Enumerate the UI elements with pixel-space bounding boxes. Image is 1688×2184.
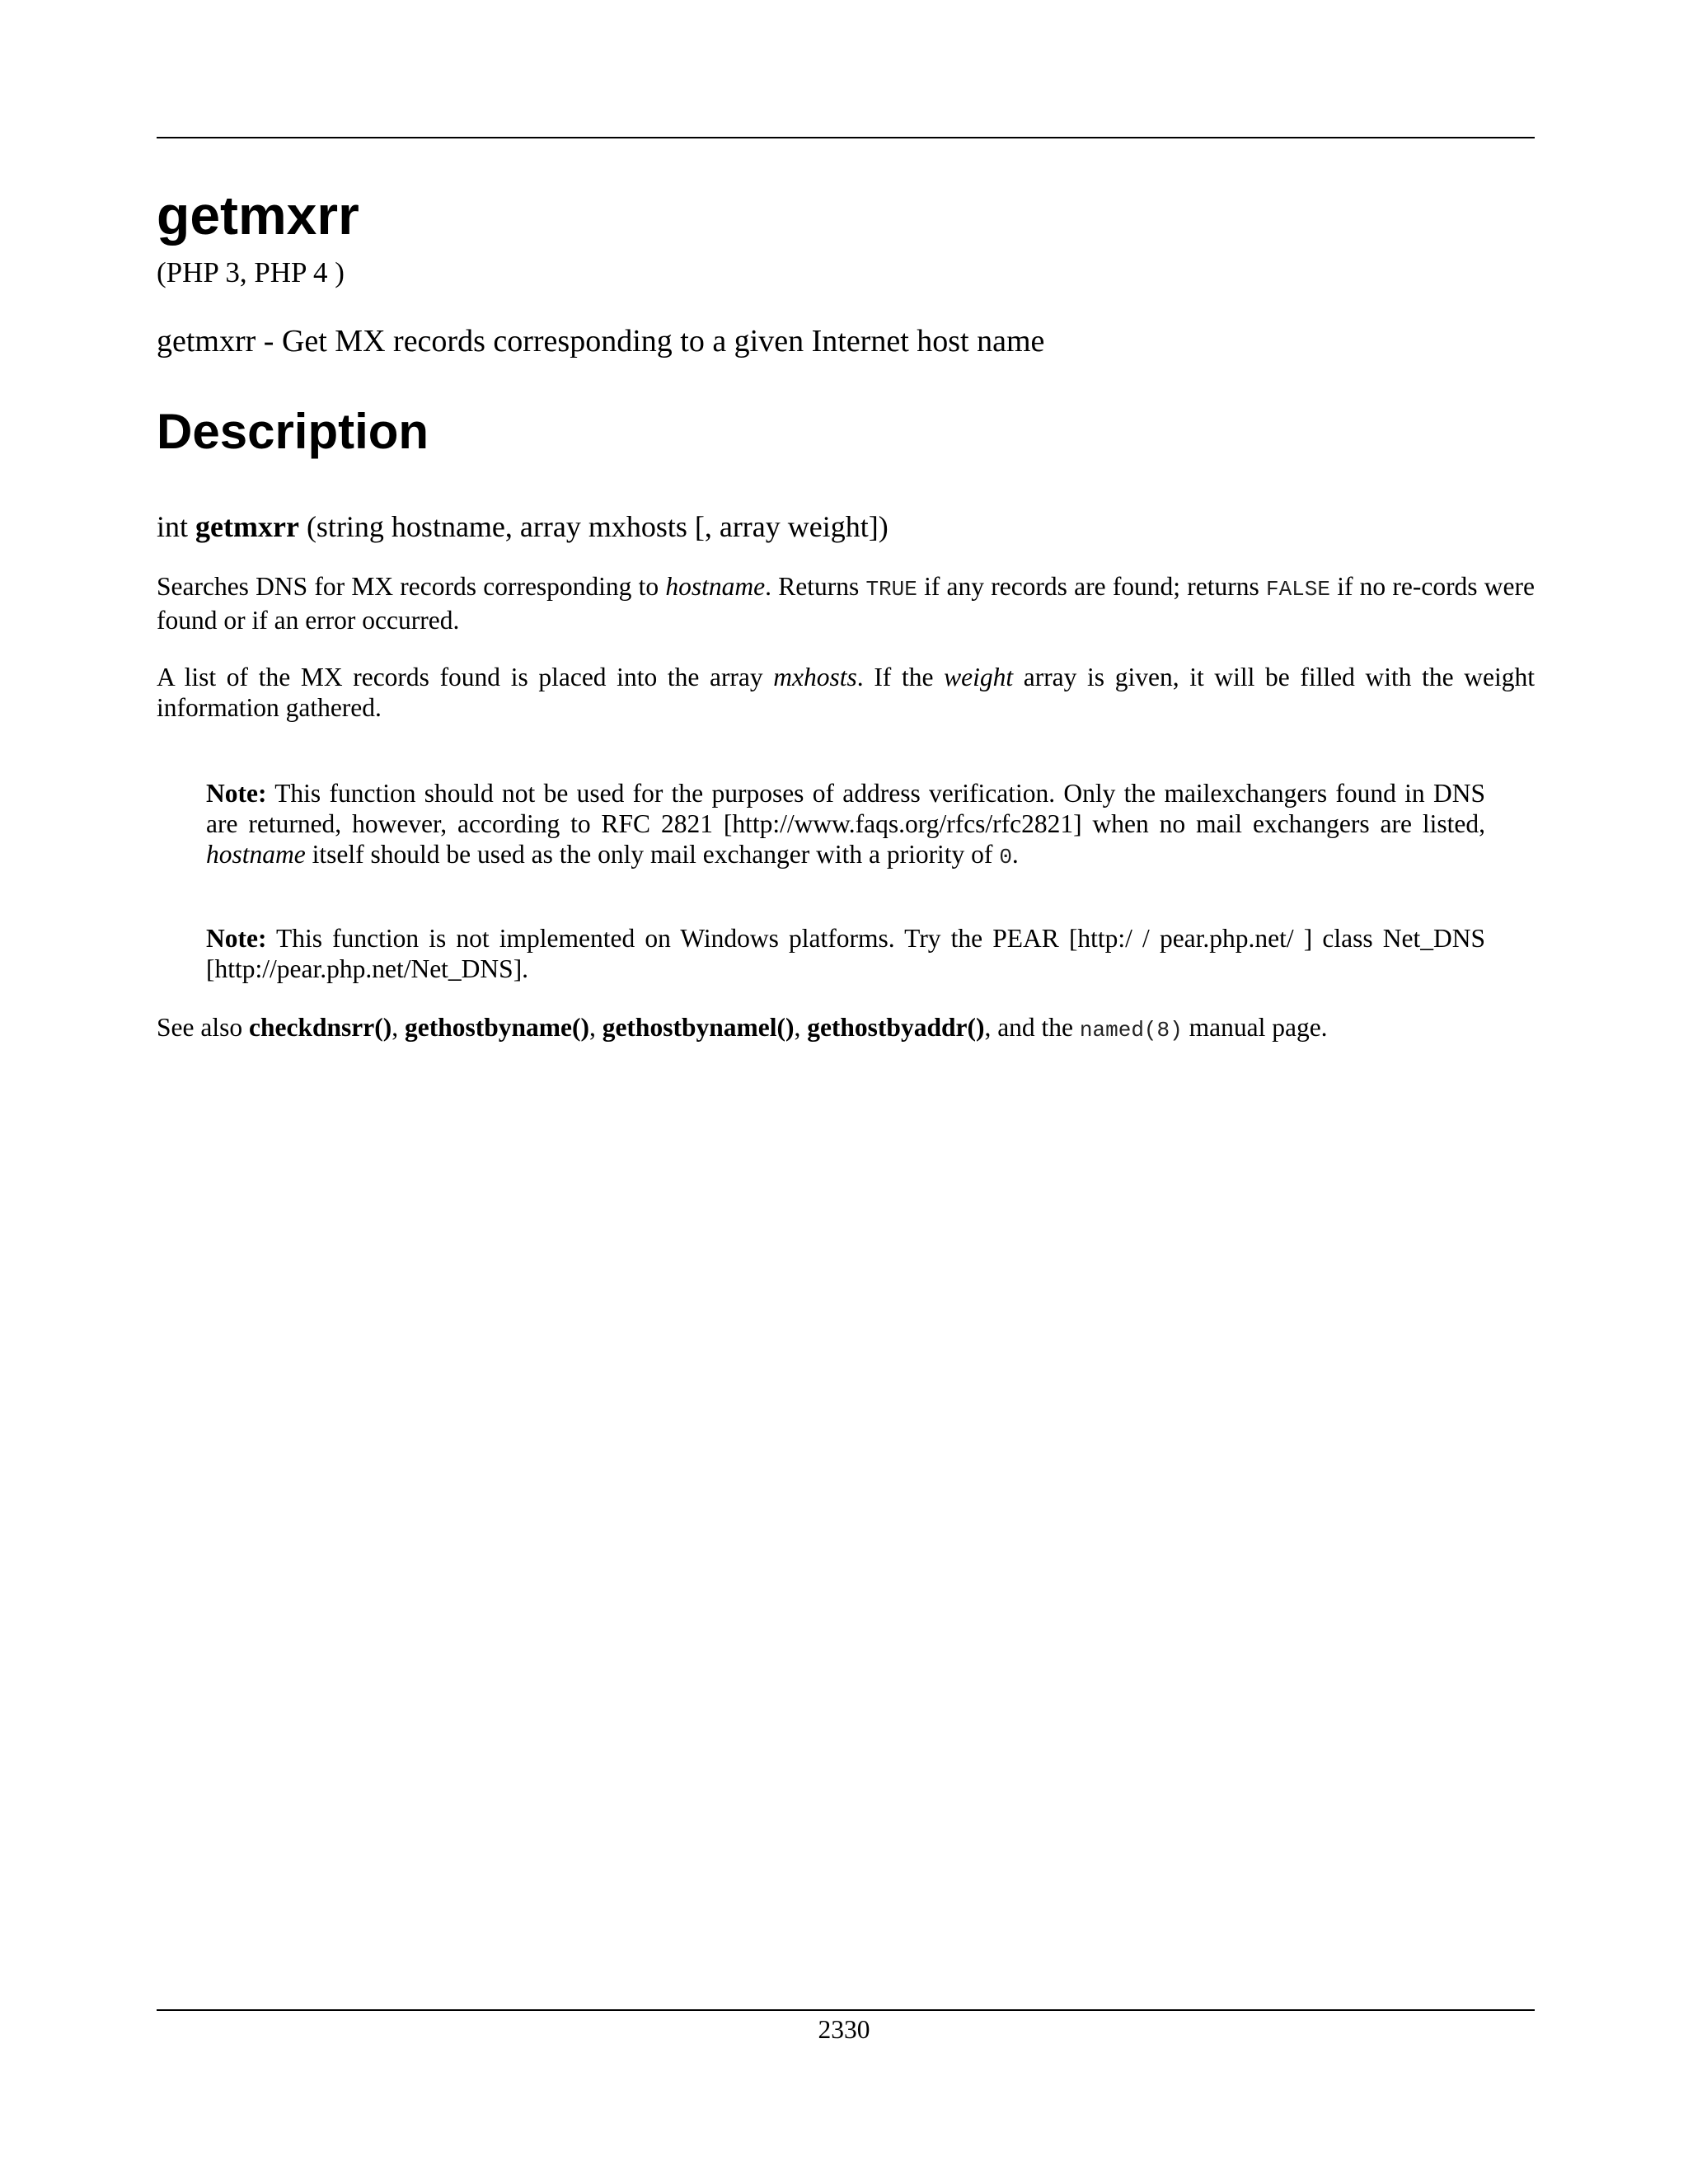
text-fragment: itself should be used as the only mail exchanger with a priority of [305,840,1000,869]
param-hostname: hostname [206,840,306,869]
ref-purpose: getmxrr - Get MX records corresponding to a given Internet host name [157,324,1045,359]
page-title: getmxrr [157,185,359,246]
text-fragment: . If the [856,663,945,691]
page-number: 2330 [818,2015,870,2044]
note-label: Note: [206,779,267,808]
note-label: Note: [206,924,267,953]
code-false: FALSE [1265,577,1330,602]
text-fragment: array is given, it will be filled with the weight information gathered. [157,663,1536,722]
text-fragment: , [794,1013,808,1042]
note-windows [206,923,1485,984]
text-fragment: This function is not implemented on Windows platforms. Try the PEAR [http:/ / pear.php.net/ ] class Net_DNS [http://pear.php.net/Net_DNS]. [206,924,1485,983]
text-fragment: , [392,1013,405,1042]
php-versions: (PHP 3, PHP 4 ) [157,256,345,288]
footer-rule [157,2009,1535,2011]
header-rule [157,137,1535,138]
function-synopsis [157,509,889,545]
function-params: (string hostname, array mxhosts [, array weight]) [306,510,889,543]
param-weight: weight [944,663,1014,691]
section-heading-description: Description [157,404,429,459]
see-also-paragraph [157,1012,1535,1046]
text-fragment: , [588,1013,603,1042]
text-fragment: Searches DNS for MX records corresponding to [157,572,666,601]
param-hostname: hostname [665,572,766,601]
text-fragment: See also [157,1013,249,1042]
link-gethostbyaddr[interactable]: gethostbyaddr() [807,1013,985,1042]
note-address-verification [206,778,1485,873]
description-paragraph-1 [157,571,1535,635]
function-name: getmxrr [195,510,299,543]
link-gethostbynamel[interactable]: gethostbynamel() [602,1013,795,1042]
text-fragment: . [1011,840,1019,869]
text-fragment: . Returns [765,572,866,601]
code-named: named(8) [1079,1018,1183,1043]
code-zero: 0 [999,845,1012,869]
code-true: TRUE [865,577,917,602]
text-fragment: if any records are found; returns [917,572,1266,601]
text-fragment: , and the [984,1013,1080,1042]
text-fragment: if no re-cords were found or if an error occurred. [157,572,1535,635]
text-fragment: manual page. [1182,1013,1328,1042]
text-fragment: This function should not be used for the purposes of address verification. Only the mailexchangers found in DNS are returned, however, according to RFC 2821 [http://www.faqs.org/rfcs/rfc2821] when no mail exchangers are listed, [206,779,1485,838]
description-paragraph-2 [157,662,1535,723]
link-checkdnsrr[interactable]: checkdnsrr() [248,1013,392,1042]
text-fragment: A list of the MX records found is placed into the array [157,663,774,691]
link-gethostbyname[interactable]: gethostbyname() [404,1013,589,1042]
param-mxhosts: mxhosts [773,663,857,691]
return-type: int [157,510,189,543]
